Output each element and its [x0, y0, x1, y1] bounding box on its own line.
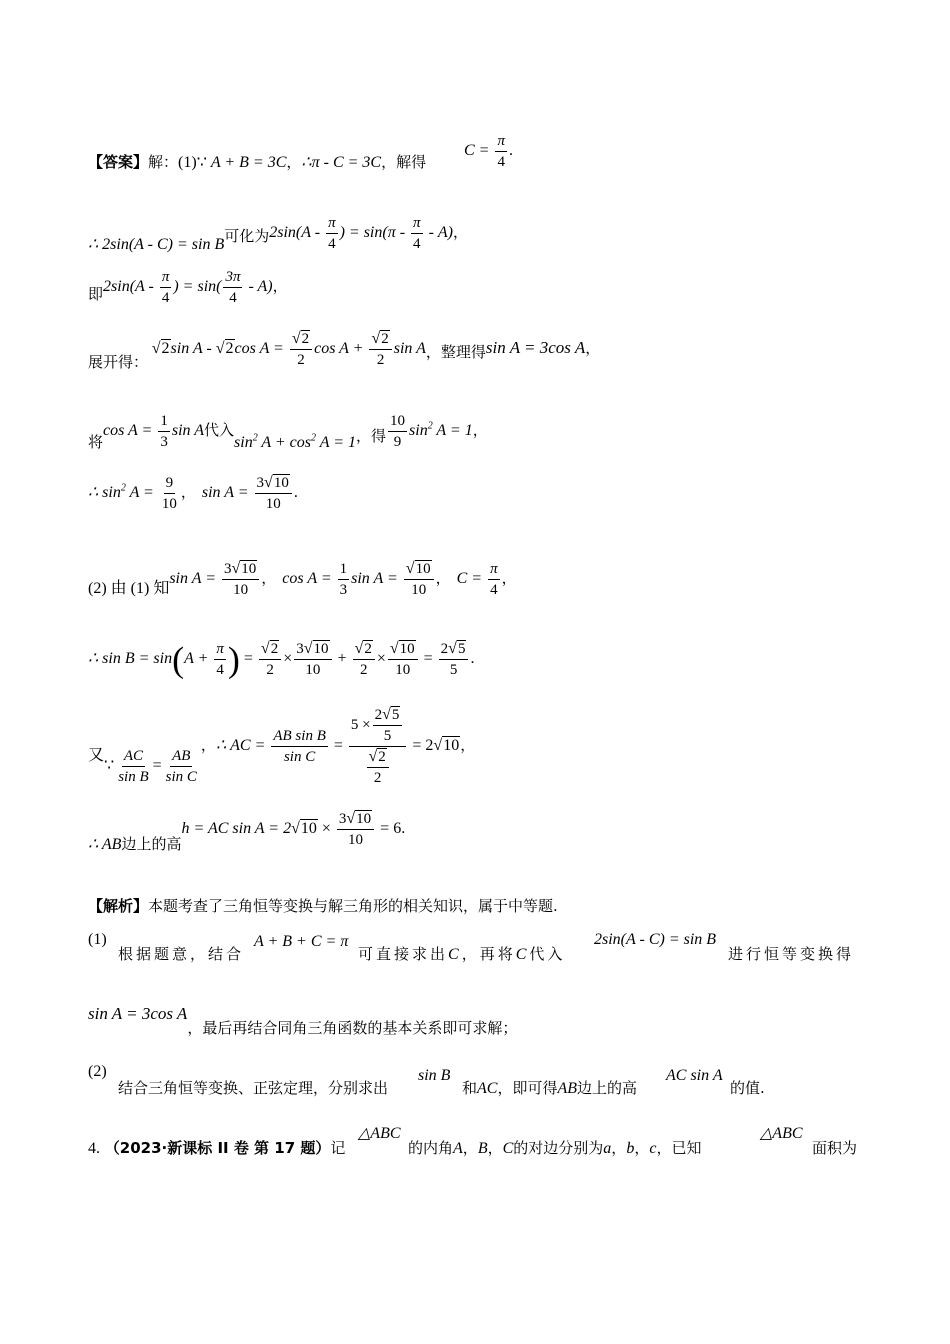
line-5: 将cos A = $\frac{1}{3}$ sin A代入$\sin^2 A + \cos^2 A = 1$，得 $\frac{10}{9}$ $\sin^2 A = 1$，: [88, 413, 488, 451]
answer-line: 【答案】解：(1)∵ A + B = 3C，∴π - C = 3C，解得 C = $\frac{\pi}{4}$ .: [88, 133, 513, 171]
answer-label: 【答案】: [88, 153, 149, 171]
triangle-abc: △ABC: [358, 1125, 401, 1142]
triangle-abc-2: △ABC: [760, 1125, 803, 1142]
line-2: ∴ 2sin(A - C) = sin B可化为2sin(A - $\frac{\pi}{4}$ ) = sin(π - $\frac{\pi}{4}$ - A)，: [88, 215, 469, 253]
jie-label: 解：: [148, 153, 179, 171]
analysis-line: 【解析】本题考查了三角恒等变换与解三角形的相关知识，属于中等题.: [88, 897, 558, 915]
line-8: ∴ sin B = sin(A + $\frac{\pi}{4}$ ) = $\frac{√2}{2}$ × $\frac{3√10}{10}$ + $\frac{√2}{2}$ × $\frac{√10}{10}$ = $\frac{2√5}{5}$ .: [88, 639, 475, 680]
line-10: ∴ AB边上的高h = AC sin A = 2√10 × $\frac{3√10}{10}$ = 6.: [88, 810, 406, 853]
line-3: 即2sin(A - $\frac{\pi}{4}$ ) = sin( $\frac{3\pi}{4}$ - A)，: [88, 269, 288, 306]
line-4: 展开得： √2sin A - √2cos A = $\frac{√2}{2}$ cos A + $\frac{√2}{2}$ sin A，整理得sin A = 3cos A，: [88, 330, 601, 371]
line-9: 又∵ $\frac{AC}{\text{sin B}}$ = $\frac{AB}{\text{sin C}}$ ，∴ AC = $\frac{\text{AB sin B}}{\text{sin C}}$ = 5 × $\frac{2√5}{5}$ $\frac{√2}{2}$ = 2√10，: [88, 706, 476, 786]
analysis-label: 【解析】: [88, 897, 149, 915]
analysis-part-1-cont: sin A = 3cos A，最后再结合同角三角函数的基本关系即可求解；: [88, 1004, 518, 1037]
question-number: 4.: [88, 1140, 100, 1157]
line-6: ∴ $\sin^2 A$ = $\frac{9}{10}$ ， sin A = $\frac{3√10}{10}$ .: [88, 474, 298, 512]
part-2-line: (2) 由 (1) 知sin A = $\frac{3√10}{10}$ ， cos A = $\frac{1}{3}$ sin A = $\frac{√10}{10}$ ， C = $\frac{\pi}{4}$ ，: [88, 560, 517, 598]
question-source: （2023·新课标 II 卷 第 17 题）: [104, 1139, 331, 1157]
